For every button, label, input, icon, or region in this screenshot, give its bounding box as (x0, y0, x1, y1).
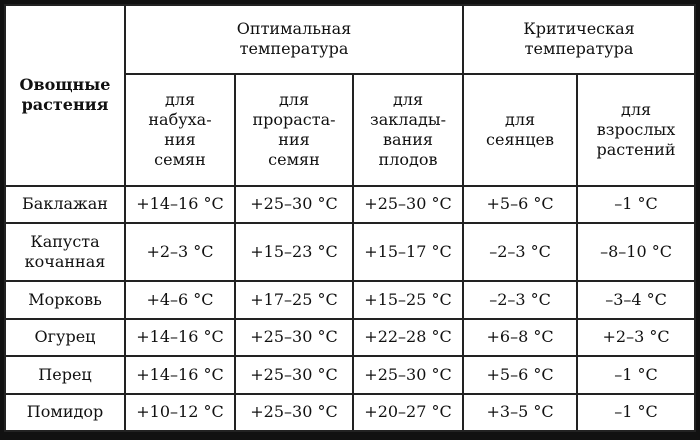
table-cell: +25–30 °С (353, 186, 463, 223)
table-cell: +25–30 °С (235, 186, 353, 223)
table-cell: –1 °С (577, 356, 695, 393)
table-cell: +25–30 °С (235, 394, 353, 432)
table-cell: +14–16 °С (125, 356, 235, 393)
table-cell: +3–5 °С (463, 394, 577, 432)
row-label-header: Овощные растения (5, 5, 125, 186)
table-cell: +22–28 °С (353, 319, 463, 356)
subheader-seedlings: для сеянцев (463, 74, 577, 186)
table-cell: –2–3 °С (463, 223, 577, 281)
table-row (5, 186, 695, 223)
table-cell: +6–8 °С (463, 319, 577, 356)
table-cell: –1 °С (577, 186, 695, 223)
optimal-temperature-header: Оптимальная температура (125, 5, 463, 74)
table-cell: +15–25 °С (353, 281, 463, 318)
header-row-groups (5, 5, 695, 74)
table-cell: +25–30 °С (235, 356, 353, 393)
table-row (5, 356, 695, 393)
plant-name: Капуста кочанная (5, 223, 125, 281)
table-cell: +14–16 °С (125, 186, 235, 223)
plant-name: Помидор (5, 394, 125, 432)
plant-name: Баклажан (5, 186, 125, 223)
plant-name: Морковь (5, 281, 125, 318)
plant-name: Огурец (5, 319, 125, 356)
table-cell: –3–4 °С (577, 281, 695, 318)
subheader-swelling: для набуха- ния семян (125, 74, 235, 186)
table-cell: +4–6 °С (125, 281, 235, 318)
temperature-table (4, 4, 696, 432)
table-cell: +15–17 °С (353, 223, 463, 281)
table-cell: –1 °С (577, 394, 695, 432)
table-cell: +5–6 °С (463, 186, 577, 223)
table-cell: –8–10 °С (577, 223, 695, 281)
table-cell: +2–3 °С (577, 319, 695, 356)
table-cell: +25–30 °С (353, 356, 463, 393)
table-cell: +15–23 °С (235, 223, 353, 281)
table-cell: +20–27 °С (353, 394, 463, 432)
table-cell: –2–3 °С (463, 281, 577, 318)
table-cell: +14–16 °С (125, 319, 235, 356)
table-row (5, 281, 695, 318)
subheader-germination: для прораста- ния семян (235, 74, 353, 186)
subheader-adult-plants: для взрослых растений (577, 74, 695, 186)
table-cell: +17–25 °С (235, 281, 353, 318)
table-row (5, 394, 695, 432)
subheader-fruit-setting: для заклады- вания плодов (353, 74, 463, 186)
plant-name: Перец (5, 356, 125, 393)
table-cell: +2–3 °С (125, 223, 235, 281)
table-row (5, 319, 695, 356)
table-cell: +10–12 °С (125, 394, 235, 432)
table-cell: +5–6 °С (463, 356, 577, 393)
table-cell: +25–30 °С (235, 319, 353, 356)
table-row (5, 223, 695, 281)
critical-temperature-header: Критическая температура (463, 5, 695, 74)
